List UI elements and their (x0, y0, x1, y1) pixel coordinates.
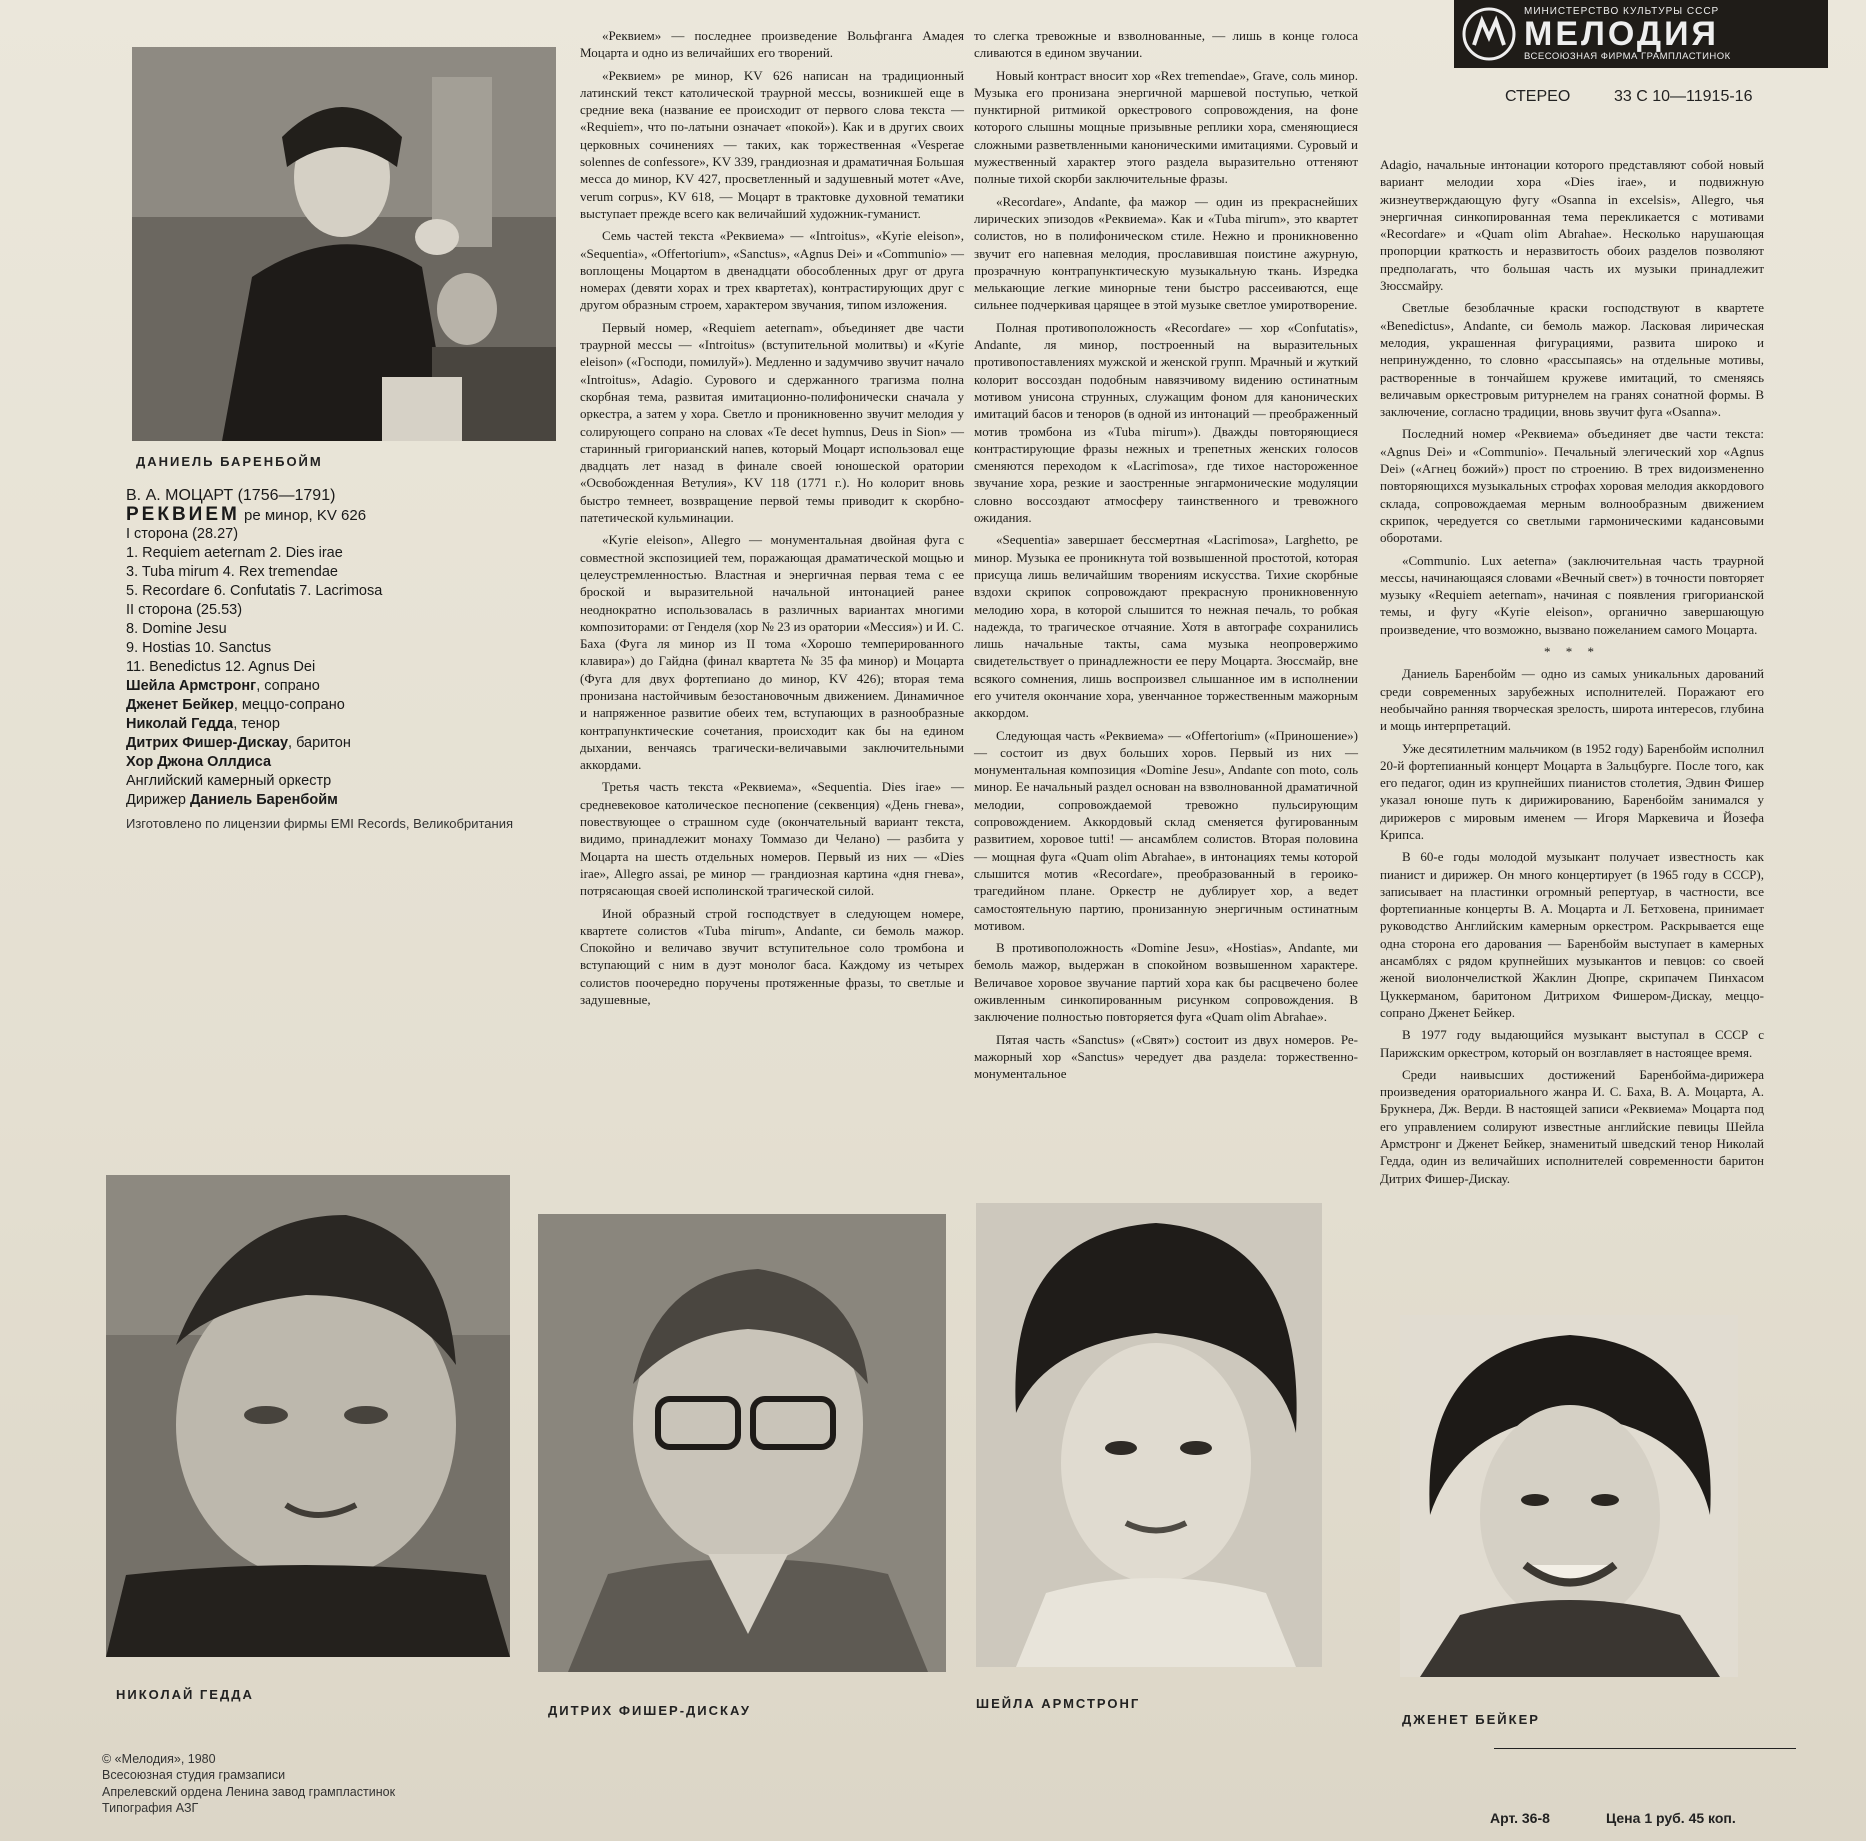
track-line: 8. Domine Jesu (126, 621, 227, 637)
paragraph: «Recordare», Andante, фа мажор — один из прекраснейших лирических эпизодов «Реквиема». Как и «Tuba mirum», это квартет солистов, но в полифоническом стиле. Нежно и проникновенно звучит его напевная мелодия, прославившая поистине ажурную, прозрачную контрапунктическую музыкальную ткань. Изредка мелькающие легкие минорные тени быстро рассеиваются, еще сильнее подчеркивая царящее в этой музыке светлое умиротворение. (974, 193, 1358, 313)
footer-rule (1494, 1748, 1796, 1749)
article-column-3 (1380, 156, 1764, 1192)
logo-name: МЕЛОДИЯ (1524, 15, 1719, 53)
paragraph: «Реквием» — последнее произведение Вольфганга Амадея Моцарта и одно из величайших его творений. (580, 28, 964, 61)
melodiya-logo (1454, 0, 1828, 68)
performer-role: , меццо-сопрано (233, 697, 345, 713)
section-divider: * * * (1544, 644, 1600, 660)
article-column-1 (580, 27, 964, 1013)
performer-name: Дитрих Фишер-Дискау (126, 735, 289, 751)
paragraph: Полная противоположность «Recordare» — хор «Confutatis», Andante, ля минор, построенный на выразительных противопоставлениях мужской и женской групп. Мрачный и жуткий колорит воссоздан подобным навязчивому видению остинатным мотивом унисона струнных, служащим фоном для канонических имитаций басов и теноров (в одной из интонаций — преображенный мотив тромбона из «Tuba mirum»). Дважды повторяющиеся контрастирующие фразы нежных и трепетных женских голосов сменяются переходом к «Lacrimosa», где тихое настороженное звучание хора, резкие и заостренные энгармонические модуляции словно воссоздают атмосферу таинственного и тревожного ожидания. (974, 319, 1358, 526)
paragraph: Третья часть текста «Реквиема», «Sequentia. Dies irae» — средневековое католическое песнопение (секвенция) «День гнева», повествующее о страшном суде (окончательный вариант текста, видимо, принадлежит монаху Томмазо ди Челано) — разбита у Моцарта на шесть отдельных номеров. Первый из них — «Dies irae», Allegro assai, ре минор — грандиозная картина «дня гнева», потрясающая своей исполинской трагической силой. (580, 779, 964, 899)
license-note: Изготовлено по лицензии фирмы EMI Records, Великобритания (126, 816, 513, 831)
work-title (126, 505, 566, 525)
paragraph: то слегка тревожные и взволнованные, — лишь в конце голоса сливаются в едином звучании. (974, 28, 1358, 61)
performer (126, 715, 566, 734)
stereo-label: СТЕРЕО (1505, 88, 1571, 105)
track-line: 11. Benedictus 12. Agnus Dei (126, 659, 316, 675)
tracklist (126, 486, 566, 810)
gedda-caption: НИКОЛАЙ ГЕДДА (116, 1687, 254, 1702)
fischer-dieskau-photo (538, 1214, 946, 1672)
performer-name: Хор Джона Оллдиса (126, 754, 272, 770)
paragraph: Следующая часть «Реквиема» — «Offertorium» («Приношение») — состоит из двух больших хоров. Первый из них — монументальная композиция «Domine Jesu», Andante con moto, соль минор. Ее начальный раздел основан на взволнованной драматичной мелодии, сопровождаемой тревожно пульсирующим сопровождением. Аккордовый склад сменяется фугированным развитием, хоровое tutti! — ансамблем солистов. Вторая половина — мощная фуга «Quam olim Abrahae», в интонациях темы которой слышится мотив «Recordare», преобразованный в героико-трагедийном плане. Оркестр не дублирует хор, а ведет самостоятельную партию, пронизанную энергичным остинатным мотивом. (974, 727, 1358, 933)
performer-name: Николай Гедда (126, 716, 234, 732)
performer-role: , баритон (288, 735, 351, 751)
footer-line: Апрелевский ордена Ленина завод грампластинок (102, 1784, 396, 1799)
track-line: II сторона (25.53) (126, 602, 243, 618)
track-line: 3. Tuba mirum 4. Rex tremendae (126, 564, 338, 580)
performer-role: , сопрано (256, 678, 320, 694)
paragraph: Среди наивысших достижений Баренбойма-дирижера произведения ораториального жанра И. С. Баха, В. А. Моцарта, А. Брукнера, Дж. Верди. В настоящей записи «Реквиема» Моцарта под его управлением солируют известные английские певицы Шейла Армстронг и Дженет Бейкер, знаменитый шведский тенор Николай Гедда, один из величайших исполнителей современности баритон Дитрих Фишер-Дискау. (1380, 1066, 1764, 1186)
composer: В. А. МОЦАРТ (1756—1791) (126, 487, 336, 504)
paragraph: Первый номер, «Requiem aeternam», объединяет две части траурной мессы — «Introitus» (вступительной молитвы) и «Kyrie eleison» («Господи, помилуй»). Медленно и задумчиво звучит начало «Introitus», Adagio. Сурового и сдержанного трагизма полна скорбная тема, развитая имитационно-полифонически сначала у оркестра, а затем у хора. Светло и проникновенно звучит мелодия у солирующего сопрано на словах «Te decet hymnus, Deus in Sion» — старинный григорианский напев, который Моцарт использовал еще двадцать лет назад в финале своей юношеской оратории «Освобожденная Ветулия», KV 118 (1771 г.). Но колорит вновь быстро темнеет, возвращение первой темы приводит к скорбно-патетической кульминации. (580, 319, 964, 526)
catalog-number: 33 С 10—11915-16 (1614, 88, 1753, 105)
performer (126, 677, 566, 696)
logo-ministry: МИНИСТЕРСТВО КУЛЬТУРЫ СССР (1524, 6, 1720, 17)
conductor (126, 791, 566, 810)
title-text: РЕКВИЕМ (126, 504, 240, 525)
paragraph: «Реквием» ре минор, KV 626 написан на традиционный латинский текст католической траурной мессы, возникшей еще в средние века (название ее происходит от первого слова текста — «Requiem», что по-латыни означает «покой»). Как и в других своих церковных сочинениях — таких, как торжественная «Vesperae solennes de confessore», KV 339, грандиозная и драматичная Большая месса до минор, KV 427, просветленный и задушевный мотет «Ave, verum corpus», KV 618, — Моцарт в трактовке духовной тематики выступает прежде всего как величайший художник-гуманист. (580, 67, 964, 221)
work-key: ре минор, KV 626 (239, 507, 367, 524)
conductor-name: Даниель Баренбойм (189, 792, 338, 808)
melodiya-emblem-icon (1462, 7, 1516, 61)
barenboim-photo (132, 47, 556, 441)
track-line: 1. Requiem aeternam 2. Dies irae (126, 545, 343, 561)
performer-name: Дженет Бейкер (126, 697, 234, 713)
performer (126, 753, 566, 772)
paragraph: Даниель Баренбойм — одно из самых уникальных дарований среди современных зарубежных исполнителей. Поражают его необычайно ранняя творческая зрелость, широта интересов, глубина и мощь интерпретаций. (1380, 666, 1764, 734)
paragraph: В противоположность «Domine Jesu», «Hostias», Andante, ми бемоль мажор, выдержан в спокойном возвышенном характере. Величавое хоровое звучание партий хора как бы расцвечено более оживленным синкопированным рисунком сопровождения. В заключение полностью повторяется фуга «Quam olim Abrahae». (974, 940, 1358, 1025)
footer-line: © «Мелодия», 1980 (102, 1752, 216, 1766)
track-line: 9. Hostias 10. Sanctus (126, 640, 272, 656)
footer-credits (102, 1751, 395, 1816)
paragraph: Семь частей текста «Реквиема» — «Introitus», «Kyrie eleison», «Sequentia», «Offertorium», «Sanctus», «Agnus Dei» и «Communio» — воплощены Моцартом в двенадцати обособленных друг от друга номерах (девяти хорах и трех квартетах), контрастирующих друг с другом образным строем, характером звучания, типом изложения. (580, 228, 964, 313)
paragraph: «Sequentia» завершает бессмертная «Lacrimosa», Larghetto, ре минор. Музыка ее проникнута той возвышенной простотой, которая присуща лишь величайшим творениям искусства. Тихие скорбные вздохи скрипок сопровождают прекрасную проникновенную мелодию хора, в которой слышится то нежная печаль, то робкая надежда, то трагическое отчаяние. Хотя в автографе сохранились лишь начальные такты, сама музыка неопровержимо свидетельствует о принадлежности ее перу Моцарта. Зюссмайр, вне всякого сомнения, лишь воспроизвел слышанное им в исполнении его учителя окончание хора, увенчанное торжественным мажорным аккордом. (974, 532, 1358, 721)
track-line: I сторона (28.27) (126, 526, 239, 542)
paragraph: «Communio. Lux aeterna» (заключительная часть траурной мессы, начинающаяся словами «Вечный свет») в точности повторяет музыку «Requiem aeternam», начиная с появления григорианской темы, и фугу «Kyrie eleison», органично завершающую произведение, что возможно, вызвано пожеланием самого Моцарта. (1380, 552, 1764, 637)
fischer-dieskau-caption: ДИТРИХ ФИШЕР-ДИСКАУ (548, 1703, 751, 1718)
armstrong-caption: ШЕЙЛА АРМСТРОНГ (976, 1696, 1141, 1711)
footer-line: Типография АЗГ (102, 1800, 199, 1815)
performer (126, 734, 566, 753)
paragraph: Светлые безоблачные краски господствуют в квартете «Benedictus», Andante, си бемоль мажор. Ласковая лирическая мелодия, украшенная фигурациями, развита широко и непринужденно, то словно «рассыпаясь» на отдельные мотивы, растворенные в тончайшем кружеве имитаций, то сменяясь величавым оркестровым ритурнелем на гранях сонатной формы. В заключение, согласно традиции, вновь звучит фуга «Osanna». (1380, 300, 1764, 420)
paragraph: В 1977 году выдающийся музыкант выступал в СССР с Парижским оркестром, который он возглавляет в настоящее время. (1380, 1027, 1764, 1060)
paragraph: Уже десятилетним мальчиком (в 1952 году) Баренбойм исполнил 20-й фортепианный концерт Моцарта в Зальцбурге. После того, как его педагог, один из крупнейших пианистов столетия, Эдвин Фишер указал юноше путь к дирижированию, Баренбойм занимался у дирижеров с мировым именем — Игоря Маркевича и Йозефа Крипса. (1380, 740, 1764, 842)
track-line: 5. Recordare 6. Confutatis 7. Lacrimosa (126, 583, 383, 599)
orchestra: Английский камерный оркестр (126, 773, 332, 789)
paragraph: Adagio, начальные интонации которого представляют собой новый вариант мелодии хора «Dies irae», и подвижную жизнеутверждающую фугу «Osanna in excelsis», Allegro, чья энергичная синкопированная тема перекликается с мотивами «Recordare» и «Quam olim Abrahae». Несколько нарушающая пропорции краткость и неразвитость обоих разделов позволяют предполагать, что большая часть их музыки принадлежит Зюссмайру. (1380, 157, 1764, 294)
baker-photo (1400, 1315, 1738, 1677)
article-number: Арт. 36-8 (1490, 1810, 1550, 1826)
barenboim-caption: ДАНИЕЛЬ БАРЕНБОЙМ (136, 454, 323, 469)
paragraph: Пятая часть «Sanctus» («Свят») состоит из двух номеров. Ре-мажорный хор «Sanctus» чередует два раздела: торжественно-монументальное (974, 1031, 1358, 1082)
paragraph: Новый контраст вносит хор «Rex tremendae», Grave, соль минор. Музыка его пронизана энергичной маршевой поступью, четкой пунктирной ритмикой оркестрового сопровождения, на фоне которого слышны мощные призывные реплики хора, сменяющиеся сложными разветвленными каноническими имитациями. Суровый и мужественный характер этого раздела выразительно оттеняют полные тихой скорби заключительные фразы. (974, 67, 1358, 187)
price: Цена 1 руб. 45 коп. (1606, 1810, 1736, 1826)
performer-role: , тенор (233, 716, 280, 732)
gedda-photo (106, 1175, 510, 1657)
armstrong-photo (976, 1203, 1322, 1667)
performer-name: Шейла Армстронг (126, 678, 257, 694)
performer (126, 696, 566, 715)
paragraph: В 60-е годы молодой музыкант получает известность как пианист и дирижер. Он много концертирует (в 1965 году в СССР), записывает на пластинки огромный репертуар, в частности, все фортепианные концерты В. А. Моцарта и Л. Бетховена, принимает руководство Английским камерным оркестром. Раскрывается еще одна сторона его дарования — Баренбойм выступает в камерных ансамблях с рядом крупнейших музыкантов и певцов: со своей женой виолончелисткой Жаклин Дюпре, скрипачем Пинхасом Цуккерманом, баритоном Дитрихом Фишером-Дискау, меццо-сопрано Дженет Бейкер. (1380, 849, 1764, 1020)
footer-line: Всесоюзная студия грамзаписи (102, 1768, 286, 1783)
logo-subtitle: ВСЕСОЮЗНАЯ ФИРМА ГРАМПЛАСТИНОК (1524, 51, 1731, 62)
conductor-label: Дирижер (126, 792, 190, 808)
baker-caption: ДЖЕНЕТ БЕЙКЕР (1402, 1712, 1540, 1727)
paragraph: Иной образный строй господствует в следующем номере, квартете солистов «Tuba mirum», Andante, си бемоль мажор. Спокойно и величаво звучит вступительное соло тромбона и вступающий с ним в дуэт монолог баса. Каждому из четырех солистов поочередно поручены протяженные фразы, то светлые и задушевные, (580, 905, 964, 1008)
paragraph: Последний номер «Реквиема» объединяет две части текста: «Agnus Dei» и «Communio». Печальный элегический хор «Agnus Dei» («Агнец божий») прост по строению. В трех видоизмененно повторяющихся музыкальных строфах хоровая мелодия аккордового склада, сопровождаемая мерным волнообразным движением скрипок, чередуется со светлыми гармоническими кадансовыми оборотами. (1380, 426, 1764, 546)
article-column-2 (974, 27, 1358, 1088)
paragraph: «Kyrie eleison», Allegro — монументальная двойная фуга с совместной экспозицией тем, поражающая драматической мощью и целеустремленностью. Властная и энергичная первая тема с ее броской и выразительной начальной интонацией ранее неоднократно использовалась в различных вариантах многими композиторами: от Генделя (хор № 23 из оратории «Мессия») и И. С. Баха (Фуга ля минор из II тома «Хорошо темперированного клавира») до Гайдна (финал квартета № 35 фа минор) и Моцарта (Фуга для двух фортепиано до минор, KV 426); вторая тема пронизана настойчивым безостановочным движением. Динамичное и напряженное развитие обеих тем, вступающих в разнообразные контрапунктические сочетания, происходит как бы на едином дыхании, венчаясь трагически-величавыми заключительными аккордами. (580, 532, 964, 773)
